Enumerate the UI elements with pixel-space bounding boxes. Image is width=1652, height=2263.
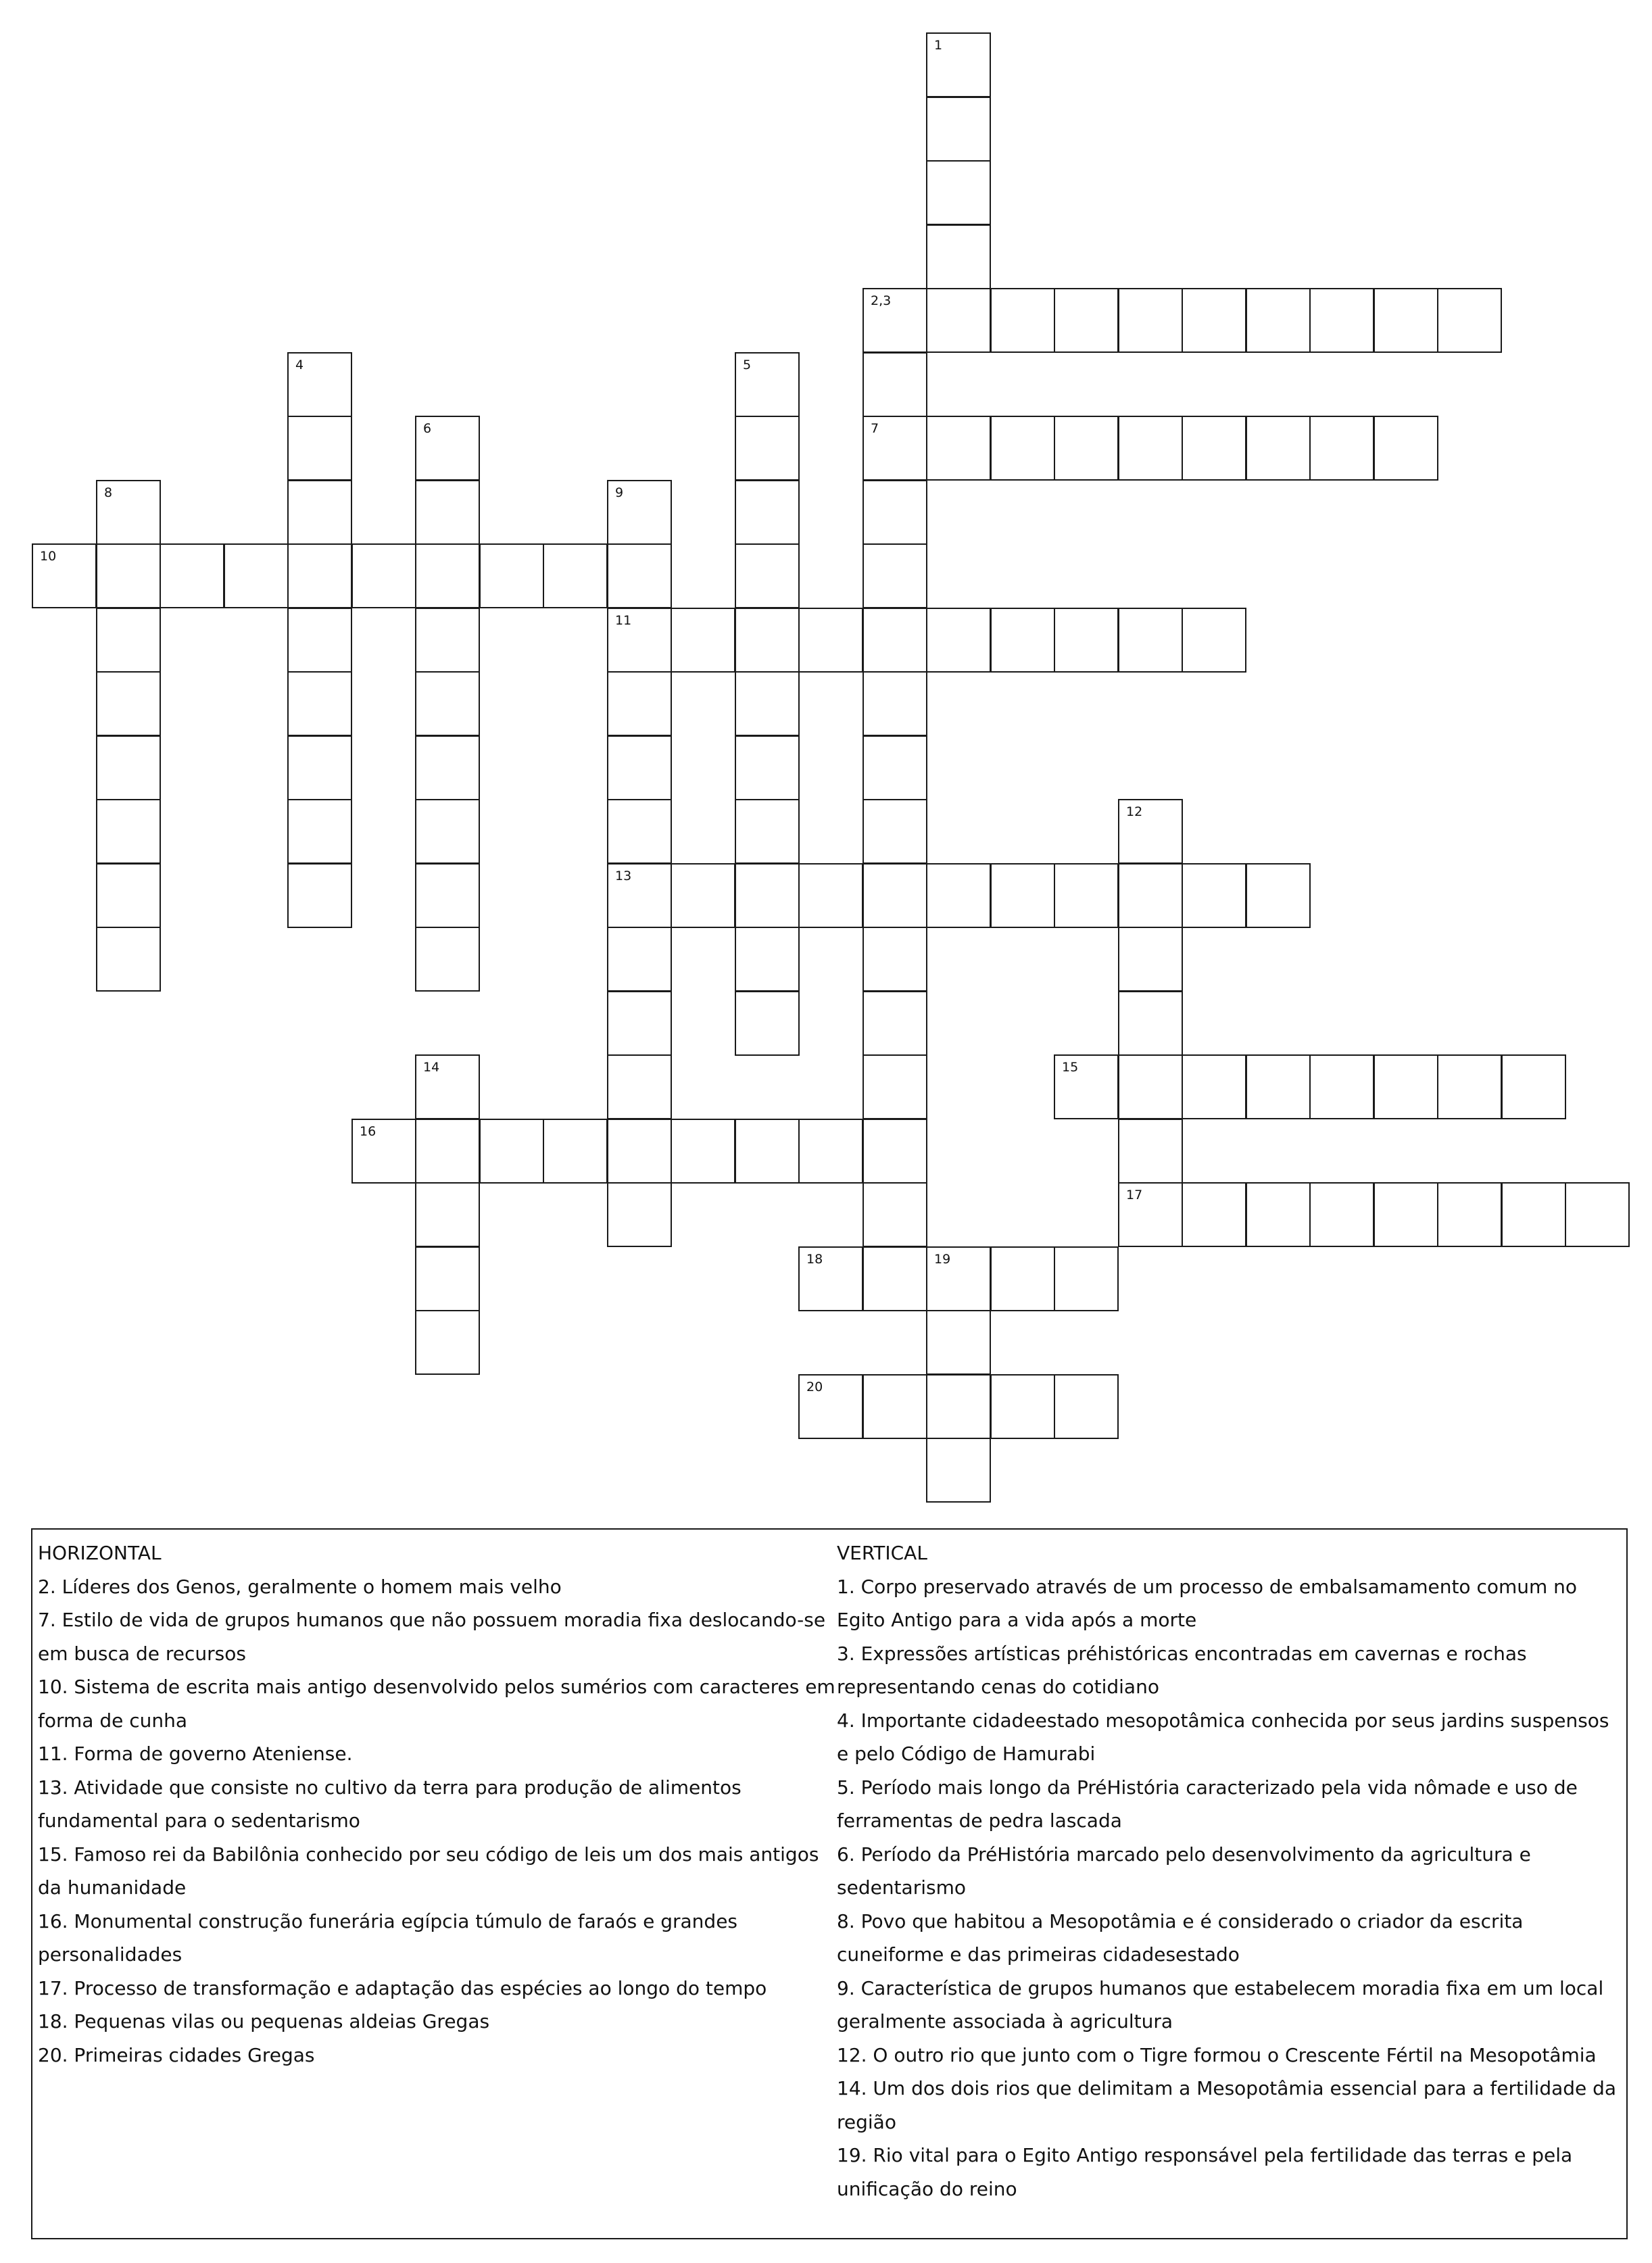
crossword-cell[interactable] xyxy=(735,799,800,864)
vertical-clue: 19. Rio vital para o Egito Antigo responsável pela fertilidade das terras e pela unificação do reino xyxy=(837,2144,1573,2200)
crossword-cell[interactable] xyxy=(671,608,735,673)
crossword-cell[interactable] xyxy=(1565,1182,1630,1247)
clue-number: 10 xyxy=(40,549,57,564)
crossword-cell[interactable] xyxy=(863,1119,927,1184)
horizontal-clue: 7. Estilo de vida de grupos humanos que não possuem moradia fixa deslocando-se em busca de recursos xyxy=(38,1609,826,1665)
horizontal-clue: 20. Primeiras cidades Gregas xyxy=(38,2043,315,2066)
crossword-cell-8[interactable] xyxy=(96,480,161,545)
crossword-cell[interactable] xyxy=(671,863,735,928)
crossword-cell[interactable] xyxy=(863,799,927,864)
crossword-cell[interactable] xyxy=(96,608,161,673)
crossword-cell[interactable] xyxy=(1246,1054,1311,1119)
crossword-cell[interactable] xyxy=(1054,288,1119,353)
crossword-cell[interactable] xyxy=(735,991,800,1056)
crossword-cell[interactable] xyxy=(1182,608,1246,673)
clue-number: 19 xyxy=(934,1252,951,1267)
crossword-cell[interactable] xyxy=(735,671,800,736)
crossword-cell[interactable] xyxy=(415,543,480,608)
crossword-cell[interactable] xyxy=(96,735,161,800)
crossword-cell[interactable] xyxy=(1246,863,1311,928)
crossword-cell[interactable] xyxy=(735,735,800,800)
crossword-cell[interactable] xyxy=(96,927,161,992)
crossword-cell[interactable] xyxy=(1374,1054,1438,1119)
vertical-clue: 6. Período da PréHistória marcado pelo desenvolvimento da agricultura e sedentarismo xyxy=(837,1843,1531,1899)
crossword-cell-4[interactable] xyxy=(287,352,352,417)
crossword-cell[interactable] xyxy=(1437,1054,1502,1119)
crossword-cell[interactable] xyxy=(479,1119,544,1184)
crossword-cell[interactable] xyxy=(735,608,800,673)
crossword-cell[interactable] xyxy=(160,543,224,608)
crossword-cell[interactable] xyxy=(863,1054,927,1119)
crossword-cell[interactable] xyxy=(415,1246,480,1311)
vertical-clue: 1. Corpo preservado através de um processo de embalsamamento comum no Egito Antigo para a vida após a morte xyxy=(837,1575,1578,1631)
crossword-cell[interactable] xyxy=(926,97,991,162)
horizontal-clue: 16. Monumental construção funerária egípcia túmulo de faraós e grandes personalidades xyxy=(38,1909,738,1966)
clue-number: 6 xyxy=(423,421,432,436)
crossword-cell[interactable] xyxy=(990,288,1055,353)
vertical-clue: 4. Importante cidadeestado mesopotâmica conhecida por seus jardins suspensos e pelo Código de Hamurabi xyxy=(837,1709,1609,1765)
vertical-clue: 9. Característica de grupos humanos que estabelecem moradia fixa em um local geralmente associada à agricultura xyxy=(837,1976,1604,2033)
crossword-cell[interactable] xyxy=(1118,288,1183,353)
crossword-cell[interactable] xyxy=(1118,991,1183,1056)
crossword-cell-10[interactable] xyxy=(32,543,97,608)
crossword-cell[interactable] xyxy=(1309,416,1374,481)
crossword-cell[interactable] xyxy=(1054,608,1119,673)
crossword-cell[interactable] xyxy=(926,416,991,481)
crossword-cell[interactable] xyxy=(1118,863,1183,928)
horizontal-title: HORIZONTAL xyxy=(38,1542,162,1564)
vertical-clue: 14. Um dos dois rios que delimitam a Mesopotâmia essencial para a fertilidade da região xyxy=(837,2077,1617,2133)
crossword-cell-9[interactable] xyxy=(607,480,672,545)
crossword-cell[interactable] xyxy=(990,416,1055,481)
crossword-cell[interactable] xyxy=(863,480,927,545)
crossword-cell[interactable] xyxy=(735,863,800,928)
crossword-cell[interactable] xyxy=(607,799,672,864)
vertical-title: VERTICAL xyxy=(837,1542,927,1564)
crossword-cell[interactable] xyxy=(415,735,480,800)
crossword-cell[interactable] xyxy=(96,671,161,736)
crossword-cell[interactable] xyxy=(1182,1182,1246,1247)
crossword-cell-5[interactable] xyxy=(735,352,800,417)
crossword-cell-6[interactable] xyxy=(415,416,480,481)
horizontal-clue: 11. Forma de governo Ateniense. xyxy=(38,1743,353,1765)
crossword-cell[interactable] xyxy=(863,863,927,928)
crossword-cell-15[interactable] xyxy=(1054,1054,1119,1119)
crossword-cell[interactable] xyxy=(1182,416,1246,481)
vertical-clue: 5. Período mais longo da PréHistória caracterizado pela vida nômade e uso de ferramentas de pedra lascada xyxy=(837,1776,1578,1832)
crossword-cell[interactable] xyxy=(351,543,416,608)
vertical-clue: 8. Povo que habitou a Mesopotâmia e é considerado o criador da escrita cuneiforme e das primeiras cidadesestado xyxy=(837,1909,1524,1966)
horizontal-clue: 2. Líderes dos Genos, geralmente o homem mais velho xyxy=(38,1575,562,1598)
crossword-cell[interactable] xyxy=(863,543,927,608)
crossword-cell[interactable] xyxy=(735,416,800,481)
clue-number: 14 xyxy=(423,1060,440,1075)
crossword-cell[interactable] xyxy=(863,927,927,992)
crossword-cell-20[interactable] xyxy=(798,1374,863,1439)
crossword-cell-17[interactable] xyxy=(1118,1182,1183,1247)
crossword-cell[interactable] xyxy=(863,671,927,736)
crossword-cell[interactable] xyxy=(926,608,991,673)
crossword-cell[interactable] xyxy=(863,991,927,1056)
crossword-cell-2-3[interactable] xyxy=(863,288,927,353)
crossword-cell[interactable] xyxy=(224,543,289,608)
crossword-cell[interactable] xyxy=(1501,1182,1566,1247)
crossword-cell[interactable] xyxy=(1118,608,1183,673)
crossword-cell[interactable] xyxy=(863,1182,927,1247)
horizontal-clues xyxy=(38,1536,835,2072)
crossword-cell[interactable] xyxy=(1182,288,1246,353)
crossword-cell[interactable] xyxy=(1118,927,1183,992)
crossword-cell[interactable] xyxy=(1309,288,1374,353)
crossword-cell[interactable] xyxy=(415,608,480,673)
horizontal-clue: 15. Famoso rei da Babilônia conhecido por seu código de leis um dos mais antigos da humanidade xyxy=(38,1843,819,1899)
crossword-cell-13[interactable] xyxy=(607,863,672,928)
crossword-cell[interactable] xyxy=(607,1054,672,1119)
crossword-cell[interactable] xyxy=(926,224,991,289)
crossword-cell[interactable] xyxy=(863,1246,927,1311)
crossword-cell[interactable] xyxy=(798,863,863,928)
crossword-cell[interactable] xyxy=(287,799,352,864)
crossword-cell[interactable] xyxy=(1309,1182,1374,1247)
crossword-cell[interactable] xyxy=(287,863,352,928)
crossword-cell[interactable] xyxy=(287,735,352,800)
crossword-cell[interactable] xyxy=(926,160,991,225)
crossword-cell-16[interactable] xyxy=(351,1119,416,1184)
crossword-cell[interactable] xyxy=(543,1119,608,1184)
crossword-cell[interactable] xyxy=(863,608,927,673)
clue-number: 20 xyxy=(806,1380,823,1394)
crossword-cell[interactable] xyxy=(1118,416,1183,481)
crossword-cell[interactable] xyxy=(863,352,927,417)
crossword-cell[interactable] xyxy=(1054,863,1119,928)
crossword-cell[interactable] xyxy=(415,671,480,736)
clue-number: 9 xyxy=(615,485,624,500)
crossword-cell-11[interactable] xyxy=(607,608,672,673)
crossword-cell[interactable] xyxy=(1054,1374,1119,1439)
crossword-cell[interactable] xyxy=(798,608,863,673)
clue-number: 18 xyxy=(806,1252,823,1267)
crossword-cell[interactable] xyxy=(990,1246,1055,1311)
horizontal-clue: 18. Pequenas vilas ou pequenas aldeias Gregas xyxy=(38,2010,490,2033)
crossword-cell[interactable] xyxy=(1118,1119,1183,1184)
crossword-cell[interactable] xyxy=(607,927,672,992)
crossword-cell[interactable] xyxy=(607,543,672,608)
crossword-cell[interactable] xyxy=(1246,288,1311,353)
crossword-cell-7[interactable] xyxy=(863,416,927,481)
crossword-cell[interactable] xyxy=(990,1374,1055,1439)
clue-number: 13 xyxy=(615,869,632,883)
crossword-cell[interactable] xyxy=(287,480,352,545)
crossword-cell[interactable] xyxy=(96,799,161,864)
clue-number: 15 xyxy=(1062,1060,1079,1075)
horizontal-clue: 17. Processo de transformação e adaptação das espécies ao longo do tempo xyxy=(38,1976,767,1999)
clue-number: 7 xyxy=(871,421,879,436)
crossword-cell-1[interactable] xyxy=(926,32,991,97)
crossword-cell[interactable] xyxy=(1501,1054,1566,1119)
crossword-cell[interactable] xyxy=(1182,1054,1246,1119)
crossword-cell[interactable] xyxy=(798,1119,863,1184)
vertical-clues xyxy=(837,1536,1621,2206)
crossword-cell[interactable] xyxy=(1182,863,1246,928)
crossword-cell[interactable] xyxy=(926,288,991,353)
clue-number: 2,3 xyxy=(871,293,892,308)
crossword-cell[interactable] xyxy=(415,927,480,992)
crossword-cell[interactable] xyxy=(990,863,1055,928)
crossword-cell[interactable] xyxy=(926,1374,991,1439)
crossword-cell[interactable] xyxy=(1054,416,1119,481)
crossword-cell[interactable] xyxy=(735,1119,800,1184)
crossword-cell[interactable] xyxy=(990,608,1055,673)
clue-number: 4 xyxy=(295,358,304,372)
crossword-cell[interactable] xyxy=(671,1119,735,1184)
clue-number: 16 xyxy=(360,1124,376,1139)
crossword-cell[interactable] xyxy=(415,1119,480,1184)
crossword-cell[interactable] xyxy=(415,480,480,545)
horizontal-clue: 13. Atividade que consiste no cultivo da terra para produção de alimentos fundamental para o sedentarismo xyxy=(38,1776,742,1832)
clue-number: 8 xyxy=(104,485,113,500)
crossword-cell-12[interactable] xyxy=(1118,799,1183,864)
crossword-cell[interactable] xyxy=(415,1182,480,1247)
horizontal-clue: 10. Sistema de escrita mais antigo desenvolvido pelos sumérios com caracteres em forma de cunha xyxy=(38,1676,835,1732)
clue-number: 17 xyxy=(1126,1188,1143,1202)
clues-panel xyxy=(31,1528,1628,2239)
crossword-cell[interactable] xyxy=(607,735,672,800)
crossword-cell[interactable] xyxy=(479,543,544,608)
crossword-cell[interactable] xyxy=(96,543,161,608)
crossword-cell[interactable] xyxy=(415,863,480,928)
crossword-cell[interactable] xyxy=(735,927,800,992)
crossword-cell[interactable] xyxy=(1309,1054,1374,1119)
crossword-cell[interactable] xyxy=(863,1374,927,1439)
crossword-cell[interactable] xyxy=(607,991,672,1056)
crossword-cell[interactable] xyxy=(607,1119,672,1184)
clue-number: 5 xyxy=(743,358,752,372)
crossword-cell[interactable] xyxy=(1246,416,1311,481)
crossword-cell-19[interactable] xyxy=(926,1246,991,1311)
clue-number: 11 xyxy=(615,613,632,628)
crossword-cell[interactable] xyxy=(1054,1246,1119,1311)
crossword-cell[interactable] xyxy=(1374,416,1438,481)
crossword-cell[interactable] xyxy=(1374,1182,1438,1247)
crossword-cell[interactable] xyxy=(926,863,991,928)
vertical-clue: 3. Expressões artísticas préhistóricas encontradas em cavernas e rochas representando cenas do cotidiano xyxy=(837,1642,1527,1698)
crossword-cell[interactable] xyxy=(1118,1054,1183,1119)
crossword-cell[interactable] xyxy=(926,1438,991,1503)
crossword-cell[interactable] xyxy=(863,735,927,800)
crossword-cell[interactable] xyxy=(415,1310,480,1375)
crossword-cell[interactable] xyxy=(1374,288,1438,353)
crossword-cell[interactable] xyxy=(1246,1182,1311,1247)
crossword-cell[interactable] xyxy=(415,799,480,864)
vertical-clue: 12. O outro rio que junto com o Tigre formou o Crescente Fértil na Mesopotâmia xyxy=(837,2043,1597,2066)
crossword-cell-14[interactable] xyxy=(415,1054,480,1119)
crossword-cell[interactable] xyxy=(1437,1182,1502,1247)
crossword-cell[interactable] xyxy=(287,416,352,481)
crossword-cell[interactable] xyxy=(1437,288,1502,353)
crossword-cell-18[interactable] xyxy=(798,1246,863,1311)
crossword-cell[interactable] xyxy=(287,608,352,673)
crossword-cell[interactable] xyxy=(735,480,800,545)
crossword-cell[interactable] xyxy=(607,1182,672,1247)
crossword-cell[interactable] xyxy=(735,543,800,608)
crossword-cell[interactable] xyxy=(607,671,672,736)
crossword-cell[interactable] xyxy=(96,863,161,928)
crossword-cell[interactable] xyxy=(926,1310,991,1375)
crossword-cell[interactable] xyxy=(287,671,352,736)
crossword-cell[interactable] xyxy=(287,543,352,608)
crossword-cell[interactable] xyxy=(543,543,608,608)
clue-number: 1 xyxy=(934,38,943,53)
clue-number: 12 xyxy=(1126,804,1143,819)
